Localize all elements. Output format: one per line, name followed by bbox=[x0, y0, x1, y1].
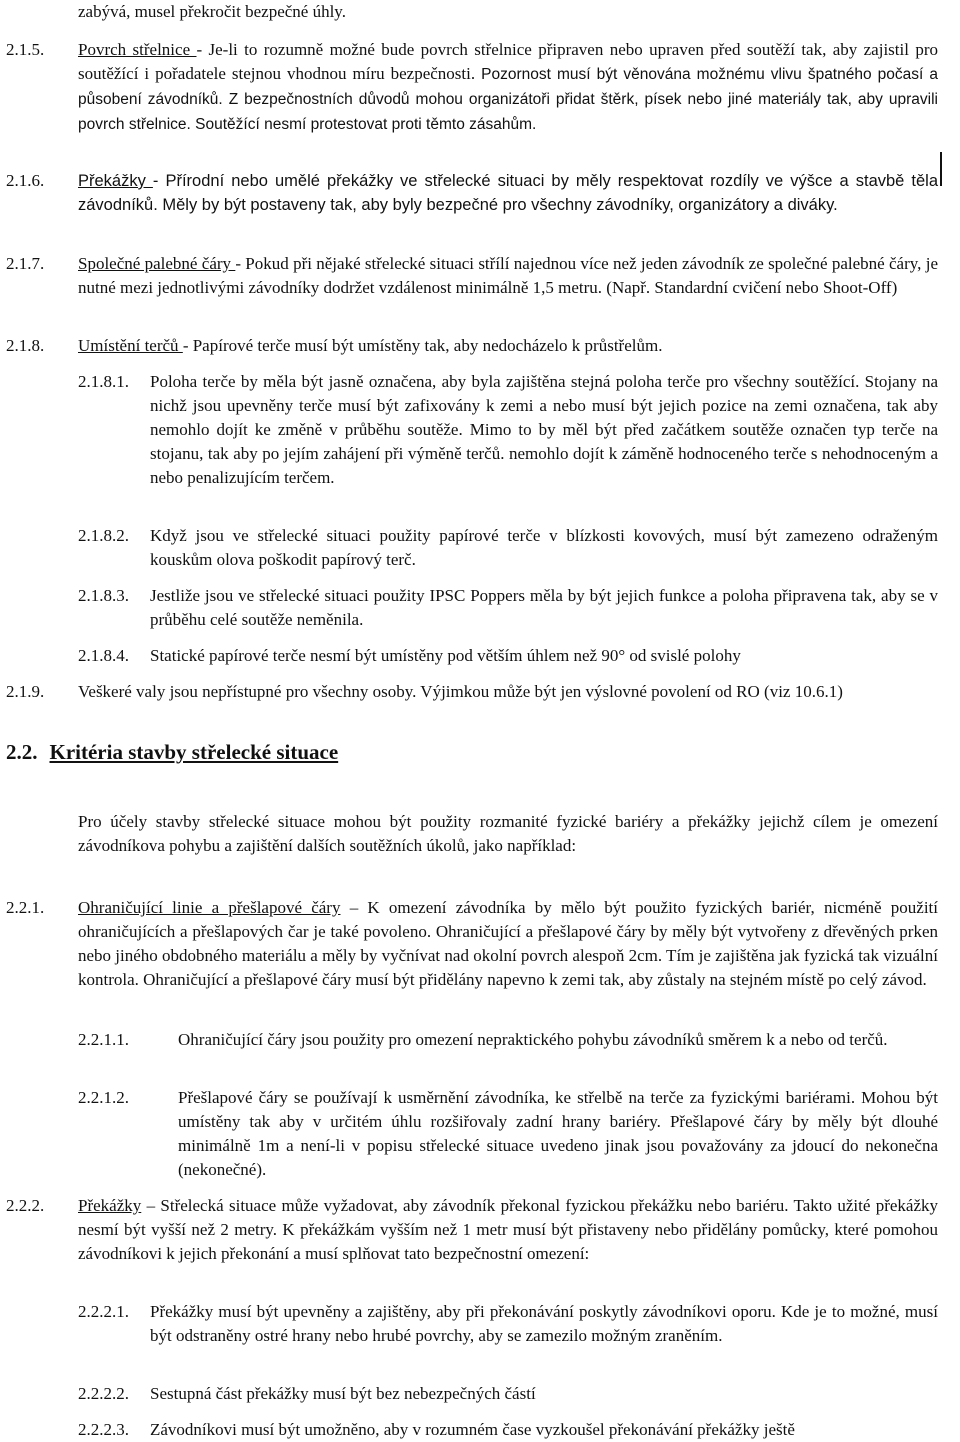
intro-paragraph: Pro účely stavby střelecké situace mohou být použity rozmanité fyzické bariéry a překážky jejichž cílem je omezení závodníkova pohybu a zajištění dalších soutěžních úkolů, jako například: bbox=[78, 812, 938, 855]
section-2-1-7-text: - Pokud při nějaké střelecké situaci střílí najednou více než jeden závodník ze společné palebné čáry, je nutné mezi jednotlivými závodníky dodržet vzdálenost minimálně 1,5 metru. (Např. Standardní cvičení nebo Shoot-Off) bbox=[78, 254, 938, 297]
section-2-2-1-1: Ohraničující čáry jsou použity pro omezení nepraktického pohybu závodníků směrem k a nebo od terčů. bbox=[178, 1030, 888, 1049]
section-2-1-8-2: Když jsou ve střelecké situaci použity papírové terče v blízkosti kovových, musí být zamezeno odraženým kouskům olova poškodit papírový terč. bbox=[150, 526, 938, 569]
section-2-1-5-title: Povrch střelnice bbox=[78, 40, 197, 59]
section-2-1-8-title: Umístění terčů bbox=[78, 336, 183, 355]
section-number-2-2: 2.2. bbox=[6, 740, 38, 764]
section-number-2-2-1: 2.2.1. bbox=[6, 898, 45, 917]
section-2-2-2-1: Překážky musí být upevněny a zajištěny, aby při překonávání poskytly závodníkovi oporu. Kde je to možné, musí být odstraněny ostré hrany nebo hrubé povrchy, aby se zamezilo možným zraněním. bbox=[150, 1302, 938, 1345]
section-2-2-1-2: Přešlapové čáry se používají k usměrnění závodníka, ke střelbě na terče za fyzickými bariérami. Mohou být umístěny tak aby v určitém úhlu rozšiřovaly zadní hrany bariéry. Přešlapové čáry by měly být dlouhé minimálně 1m a není-li v popisu střelecké situace uvedeno jinak jsou považovány za jdoucí do nekonečna (nekonečné). bbox=[178, 1088, 938, 1179]
section-number-2-1-8-1: 2.1.8.1. bbox=[78, 372, 129, 391]
section-number-2-1-5: 2.1.5. bbox=[6, 40, 45, 59]
section-number-2-2-2-3: 2.2.2.3. bbox=[78, 1420, 129, 1439]
section-number-2-1-8-4: 2.1.8.4. bbox=[78, 646, 129, 665]
section-2-2-1-title: Ohraničující linie a přešlapové čáry bbox=[78, 898, 341, 917]
section-number-2-1-7: 2.1.7. bbox=[6, 254, 45, 273]
section-number-2-1-8-3: 2.1.8.3. bbox=[78, 586, 129, 605]
section-number-2-1-9: 2.1.9. bbox=[6, 682, 45, 701]
section-2-1-6-text: - Přírodní nebo umělé překážky ve střelecké situaci by měly respektovat rozdíly ve výšce a stavbě těla závodníků. Měly by být postaveny tak, aby byly bezpečné pro všechny závodníky, organizátory a diváky. bbox=[78, 172, 939, 214]
section-2-2-2-text: – Střelecká situace může vyžadovat, aby závodník překonal fyzickou překážku nebo bariéru. Takto užité překážky nesmí být vyšší než 2 metry. K překážkám vyšším než 1 metr musí být přistaveny nebo přidělány pomůcky, které pomohou závodníkovi k jejich překonání a musí splňovat tato bezpečnostní omezení: bbox=[78, 1196, 938, 1263]
section-2-1-8-1: Poloha terče by měla být jasně označena, aby byla zajištěna stejná poloha terče pro všechny soutěžící. Stojany na nichž jsou upevněny terče musí být zafixovány k zemi a nebo musí být jejich pozice na zemi označena, tak aby nemohlo dojít ke změně v průběhu soutěže. Mimo to by měl být před začátkem soutěže označen typ terče na stojanu, tak aby po jejím zahájení při výměně terčů. nemohlo dojít k záměně hodnoceného terče s nehodnoceným a nebo penalizujícím terčem. bbox=[150, 372, 938, 487]
section-2-2-1 bbox=[78, 896, 938, 992]
section-2-2-1-text: – K omezení závodníka by mělo být použito fyzických bariér, nicméně použití ohraničujících a přešlapových čar je také povoleno. Ohraničující a přešlapové čáry by měly být vytvořeny z dřevěných prken nebo jiného obdobného materiálu a měly by vyčnívat nad okolní povrch alespoň 2cm. Tím je zajištěna jak fyzická tak vizuální kontrola. Ohraničující a přešlapové čáry musí být přidělány napevno k zemi tak, aby zůstaly na stejném místě po celý závod. bbox=[78, 898, 938, 989]
section-number-2-1-8-2: 2.1.8.2. bbox=[78, 526, 129, 545]
section-2-1-8-4: Statické papírové terče nesmí být umístěny pod větším úhlem než 90° od svislé polohy bbox=[150, 646, 741, 665]
section-2-1-6-title: Překážky bbox=[78, 172, 153, 190]
section-2-2-2-3: Závodníkovi musí být umožněno, aby v rozumném čase vyzkoušel překonávání překážky ještě bbox=[150, 1420, 795, 1439]
section-2-2-2-title: Překážky bbox=[78, 1196, 142, 1215]
top-line: zabývá, musel překročit bezpečné úhly. bbox=[78, 2, 346, 21]
section-2-1-8-text: - Papírové terče musí být umístěny tak, aby nedocházelo k průstřelům. bbox=[182, 336, 663, 355]
section-2-1-5-text-a: - Je-li to rozumně možné bude povrch střelnice připraven nebo upraven před soutěží tak, aby zajistil pro soutěžící i pořadatele stejnou vhodnou míru bezpečnosti. bbox=[78, 40, 938, 83]
section-2-1-6 bbox=[78, 169, 938, 217]
section-number-2-1-8: 2.1.8. bbox=[6, 336, 45, 355]
section-2-1-8 bbox=[78, 334, 938, 358]
section-2-1-9: Veškeré valy jsou nepřístupné pro všechny osoby. Výjimkou může být jen výslovné povolení od RO (viz 10.6.1) bbox=[78, 682, 843, 701]
section-number-2-1-6: 2.1.6. bbox=[6, 171, 45, 190]
section-heading-2-2 bbox=[6, 738, 338, 766]
section-number-2-2-2-1: 2.2.2.1. bbox=[78, 1302, 129, 1321]
section-2-2-2-2: Sestupná část překážky musí být bez nebezpečných částí bbox=[150, 1384, 536, 1403]
change-bar bbox=[940, 152, 942, 186]
section-2-1-5 bbox=[78, 38, 938, 137]
section-2-1-5-text-b: Pozornost musí být věnována možnému vlivu špatného počasí a působení závodníků. Z bezpečnostních důvodů mohou organizátoři přidat štěrk, písek nebo jiné materiály tak, aby upravili povrch střelnice. Soutěžící nesmí protestovat proti těmto zásahům. bbox=[78, 66, 938, 133]
section-title-2-2: Kritéria stavby střelecké situace bbox=[49, 740, 339, 764]
section-2-1-7-title: Společné palebné čáry bbox=[78, 254, 236, 273]
section-number-2-2-1-1: 2.2.1.1. bbox=[78, 1030, 129, 1049]
section-2-2-2 bbox=[78, 1194, 938, 1266]
section-2-1-7 bbox=[78, 252, 938, 300]
section-number-2-2-2: 2.2.2. bbox=[6, 1196, 45, 1215]
section-number-2-2-1-2: 2.2.1.2. bbox=[78, 1088, 129, 1107]
section-2-1-8-3: Jestliže jsou ve střelecké situaci použity IPSC Poppers měla by být jejich funkce a poloha připravena tak, aby se v průběhu celé soutěže neměnila. bbox=[150, 586, 938, 629]
section-number-2-2-2-2: 2.2.2.2. bbox=[78, 1384, 129, 1403]
